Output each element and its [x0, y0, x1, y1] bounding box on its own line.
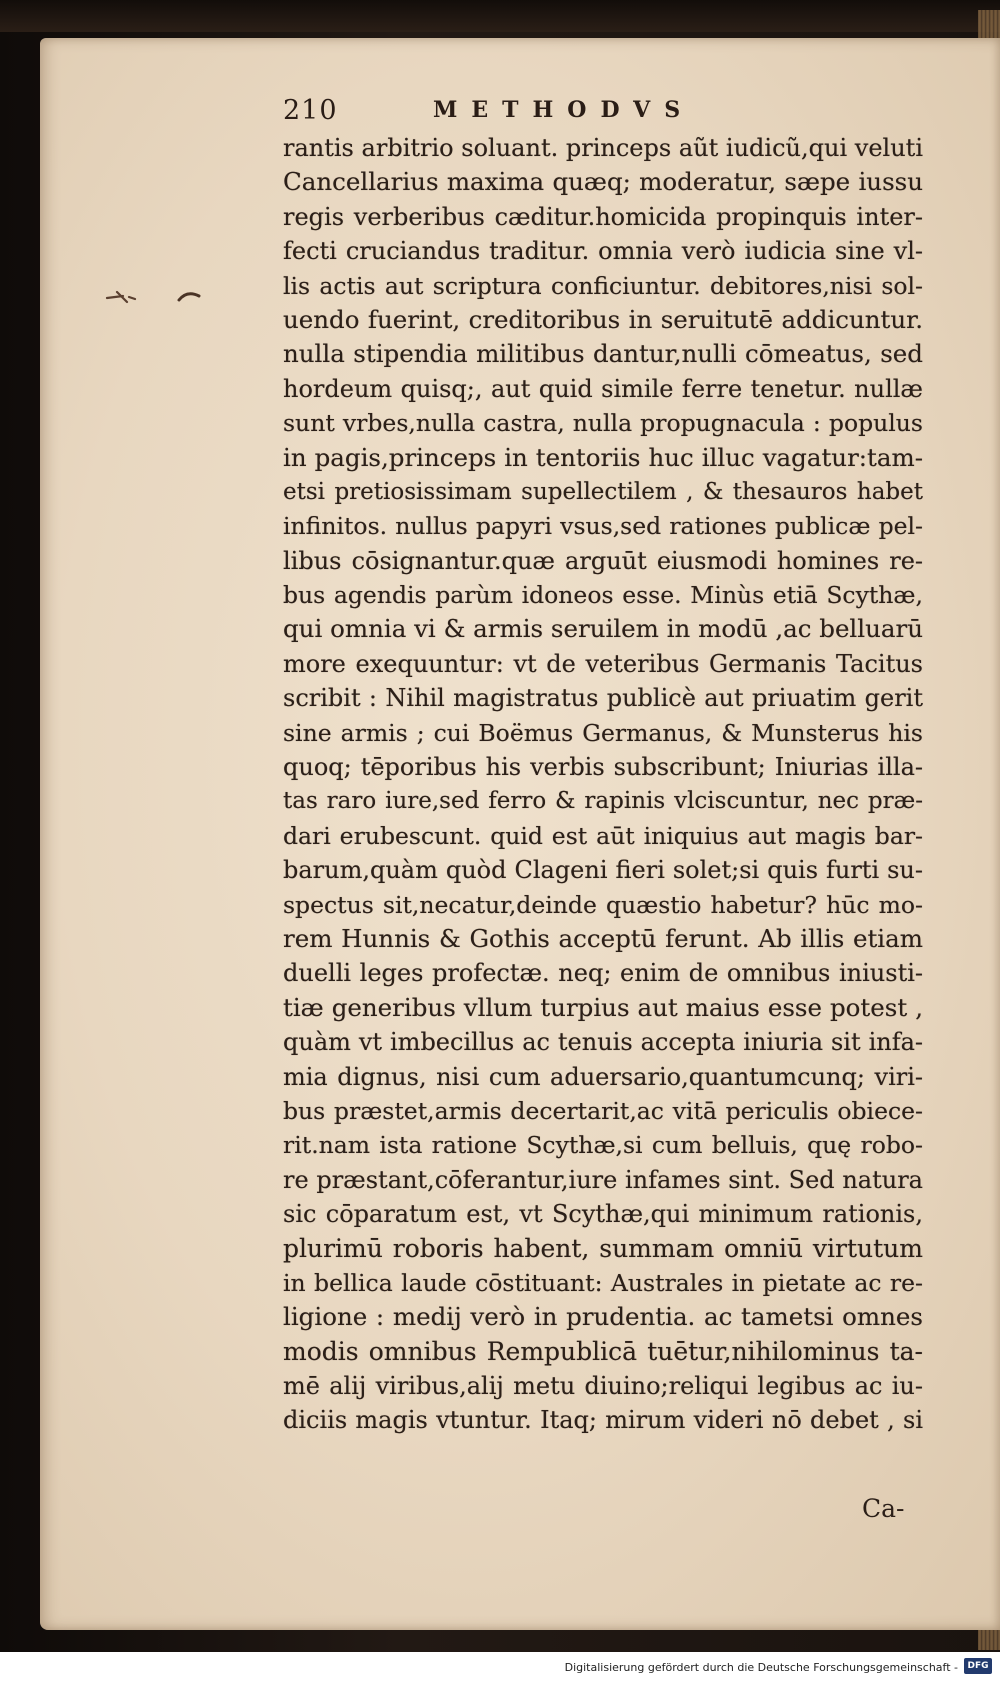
text-line: diciis magis vtuntur. Itaq; mirum videri nō debet , si	[283, 1406, 923, 1435]
text-line: libus cōsignantur.quæ arguūt eiusmodi homines re-	[283, 546, 923, 575]
text-line: qui omnia vi & armis seruilem in modū ,ac belluarū	[283, 614, 923, 644]
text-line: modis omnibus Rempublicā tuētur,nihilominus ta-	[283, 1336, 923, 1366]
text-line: rit.nam ista ratione Scythæ,si cum belluis, quę robo-	[283, 1131, 923, 1160]
text-line: plurimū roboris habent, summam omniū virtutum	[283, 1233, 923, 1263]
text-line: uendo fuerint, creditoribus in seruitutē addicuntur.	[283, 304, 923, 334]
text-line: lis actis aut scriptura conficiuntur. debitores,nisi sol-	[283, 271, 923, 300]
running-title: METHODVS	[433, 97, 695, 123]
text-line: in pagis,princeps in tentoriis huc illuc vagatur:tam-	[283, 442, 923, 472]
text-line: ligione : medij verò in prudentia. ac tametsi omnes	[283, 1302, 923, 1332]
text-line: spectus sit,necatur,deinde quæstio habetur? hūc mo-	[283, 890, 923, 919]
body-text	[283, 131, 923, 1438]
catchword: Ca-	[862, 1494, 905, 1523]
text-line: sunt vrbes,nulla castra, nulla propugnacula : populus	[283, 409, 923, 438]
text-line: Cancellarius maxima quæq; moderatur, sæpe iussu	[283, 167, 923, 197]
funding-credit: Digitalisierung gefördert durch die Deutsche Forschungsgemeinschaft -	[564, 1661, 958, 1674]
text-line: duelli leges profectæ. neq; enim de omnibus iniusti-	[283, 959, 923, 988]
text-line: mē alij viribus,alij metu diuino;reliqui legibus ac iu-	[283, 1372, 923, 1401]
text-line: regis verberibus cæditur.homicida propinquis inter-	[283, 202, 923, 231]
text-line: dari erubescunt. quid est aūt iniquius aut magis bar-	[283, 821, 923, 850]
text-line: scribit : Nihil magistratus publicè aut priuatim gerit	[283, 684, 923, 713]
text-line: tas raro iure,sed ferro & rapinis vlciscuntur, nec præ-	[283, 788, 923, 815]
text-line: mia dignus, nisi cum aduersario,quantumcunq; viri-	[283, 1062, 923, 1091]
text-line: re præstant,cōferantur,iure infames sint. Sed natura	[283, 1165, 923, 1194]
footer-bar	[0, 1652, 1000, 1685]
text-line: sine armis ; cui Boëmus Germanus, & Munsterus his	[283, 718, 923, 747]
dfg-logo-icon: DFG	[964, 1658, 992, 1674]
text-line: etsi pretiosissimam supellectilem , & thesauros habet	[283, 478, 923, 505]
text-line: more exequuntur: vt de veteribus Germanis Tacitus	[283, 649, 923, 678]
text-line: rantis arbitrio soluant. princeps aũt iudicũ,qui veluti	[283, 134, 923, 162]
text-line: nulla stipendia militibus dantur,nulli cōmeatus, sed	[283, 339, 923, 369]
text-line: fecti cruciandus traditur. omnia verò iudicia sine vl-	[283, 237, 923, 266]
book-top-edge	[0, 0, 1000, 32]
text-line: in bellica laude cōstituant: Australes in pietate ac re-	[283, 1268, 923, 1297]
text-line: rem Hunnis & Gothis acceptū ferunt. Ab illis etiam	[283, 923, 923, 953]
page-header	[283, 95, 923, 135]
text-line: bus præstet,armis decertarit,ac vitā periculis obiece-	[283, 1096, 923, 1125]
text-line: quoq; tēporibus his verbis subscribunt; Iniurias illa-	[283, 753, 923, 782]
text-line: tiæ generibus vllum turpius aut maius esse potest ,	[283, 992, 923, 1022]
text-line: quàm vt imbecillus ac tenuis accepta iniuria sit infa-	[283, 1028, 923, 1057]
text-line: sic cōparatum est, vt Scythæ,qui minimum rationis,	[283, 1200, 923, 1229]
page-number: 210	[283, 95, 338, 126]
text-line: barum,quàm quòd Clageni fieri solet;si quis furti su-	[283, 856, 923, 885]
text-line: bus agendis parùm idoneos esse. Minùs etiā Scythæ,	[283, 581, 923, 610]
text-line: infinitos. nullus papyri vsus,sed rationes publicæ pel-	[283, 512, 923, 541]
text-line: hordeum quisq;, aut quid simile ferre tenetur. nullæ	[283, 374, 923, 403]
marginal-ink-marks	[105, 286, 215, 310]
